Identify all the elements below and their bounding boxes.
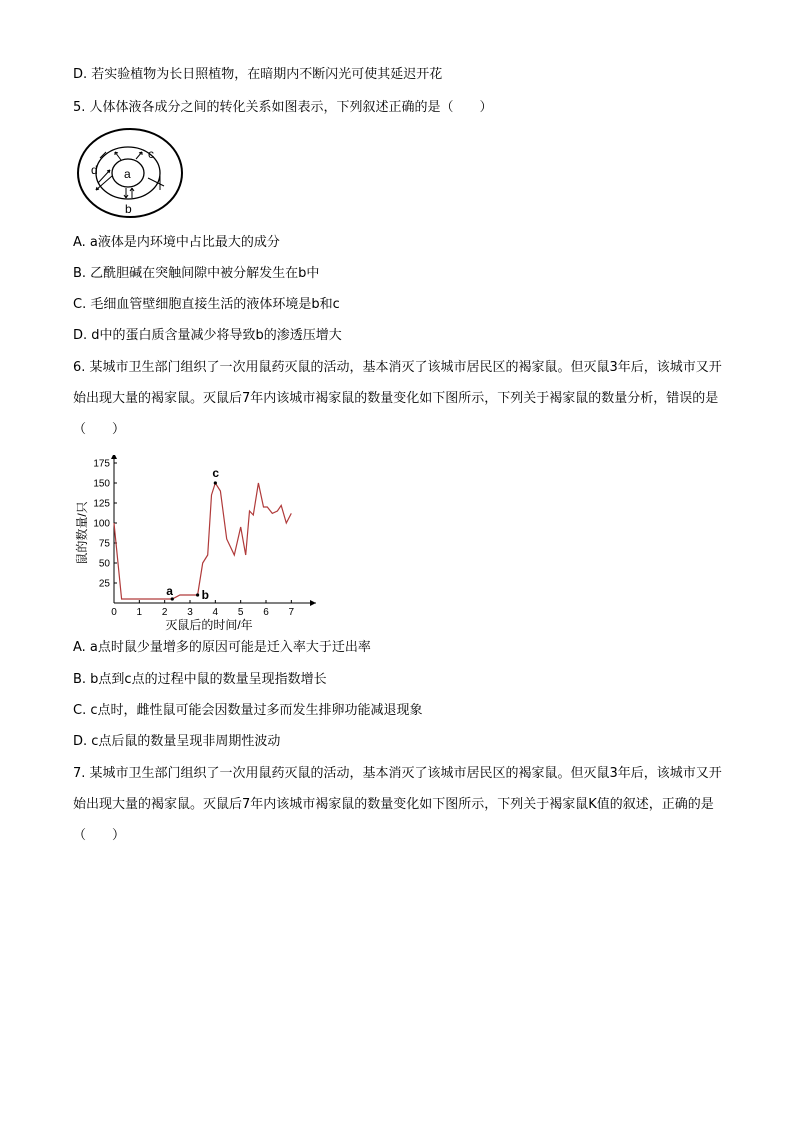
rat-population-chart xyxy=(70,455,330,635)
x-tick-label: 2 xyxy=(161,607,168,618)
label-c: c xyxy=(148,147,154,161)
body-fluid-diagram xyxy=(76,128,186,220)
y-axis-label: 鼠的数量/只 xyxy=(75,501,89,565)
q6-option-a: A. a点时鼠少量增多的原因可能是迁入率大于迁出率 xyxy=(73,640,371,655)
x-tick-label: 7 xyxy=(288,607,295,618)
y-tick-label: 75 xyxy=(98,538,110,550)
q5-stem: 5. 人体体液各成分之间的转化关系如图表示，下列叙述正确的是（ ） xyxy=(73,100,493,115)
annotation-label-a: a xyxy=(166,584,173,598)
q6-option-c: C. c点时，雌性鼠可能会因数量过多而发生排卵功能减退现象 xyxy=(73,703,423,718)
x-axis-label: 灭鼠后的时间/年 xyxy=(165,618,253,632)
x-tick-label: 6 xyxy=(263,607,269,618)
y-tick-label: 100 xyxy=(93,518,110,530)
annotation-label-b: b xyxy=(201,588,209,602)
x-tick-label: 1 xyxy=(136,607,143,618)
annotation-point-b xyxy=(196,593,199,596)
x-tick-label: 0 xyxy=(111,607,117,618)
q6-option-d: D. c点后鼠的数量呈现非周期性波动 xyxy=(73,734,281,749)
q6-stem: 6. 某城市卫生部门组织了一次用鼠药灭鼠的活动，基本消灭了该城市居民区的褐家鼠。但灭鼠3年后，该城市又开始出现大量的褐家鼠。灭鼠后7年内该城市褐家鼠的数量变化如下图所示，下列关于褐家鼠的数量分析，错误的是（ ） xyxy=(73,360,722,437)
y-tick-label: 175 xyxy=(93,458,110,470)
q5-option-d: D. d中的蛋白质含量减少将导致b的渗透压增大 xyxy=(73,328,342,343)
q5-option-c: C. 毛细血管壁细胞直接生活的液体环境是b和c xyxy=(73,297,340,312)
q6-option-b: B. b点到c点的过程中鼠的数量呈现指数增长 xyxy=(73,672,327,687)
y-tick-label: 25 xyxy=(98,578,110,590)
label-d: d xyxy=(91,163,98,177)
y-tick-label: 150 xyxy=(93,478,110,490)
label-b: b xyxy=(125,202,132,216)
y-axis-arrow xyxy=(111,455,117,459)
series-line xyxy=(114,483,291,599)
q5-option-a: A. a液体是内环境中占比最大的成分 xyxy=(73,235,280,250)
y-tick-label: 50 xyxy=(98,558,110,570)
q7-stem: 7. 某城市卫生部门组织了一次用鼠药灭鼠的活动，基本消灭了该城市居民区的褐家鼠。但灭鼠3年后，该城市又开始出现大量的褐家鼠。灭鼠后7年内该城市褐家鼠的数量变化如下图所示，下列关于褐家鼠K值的叙述，正确的是（ ） xyxy=(73,766,722,843)
annotation-label-c: c xyxy=(212,466,220,480)
label-a: a xyxy=(124,167,131,181)
x-axis-arrow xyxy=(310,600,316,606)
q4-option-d: D. 若实验植物为长日照植物，在暗期内不断闪光可使其延迟开花 xyxy=(73,67,443,82)
y-tick-label: 125 xyxy=(93,498,110,510)
x-tick-label: 5 xyxy=(237,607,244,618)
annotation-point-c xyxy=(214,481,217,484)
x-tick-label: 4 xyxy=(212,607,219,618)
q5-option-b: B. 乙酰胆碱在突触间隙中被分解发生在b中 xyxy=(73,266,320,281)
x-tick-label: 3 xyxy=(187,607,193,618)
